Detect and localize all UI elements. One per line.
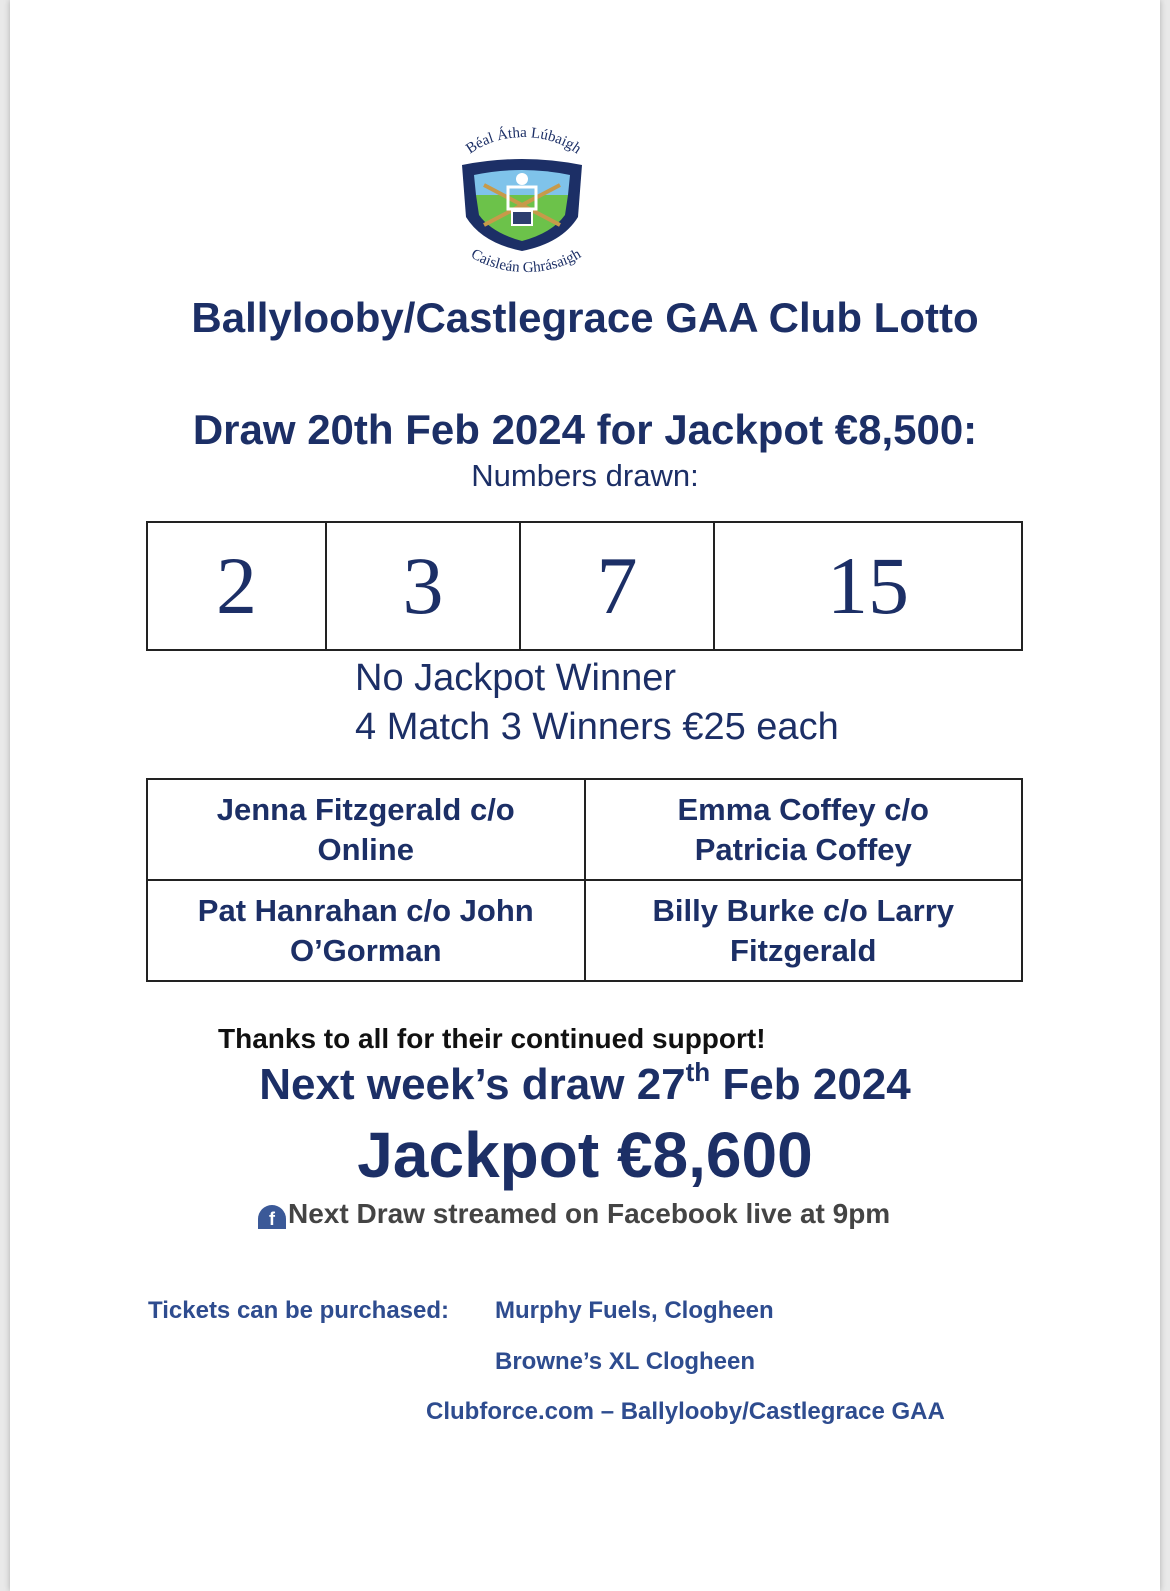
svg-text:Caisleán Ghrásaigh: Caisleán Ghrásaigh [468,246,584,275]
ticket-location: Murphy Fuels, Clogheen [495,1297,774,1324]
ticket-location: Clubforce.com – Ballylooby/Castlegrace GAA [426,1398,945,1425]
match-winners-summary: 4 Match 3 Winners €25 each [355,706,839,748]
page-title: Ballylooby/Castlegrace GAA Club Lotto [191,294,979,341]
drawn-number: 3 [326,522,520,650]
next-draw-prefix: Next week’s draw 27 [259,1060,686,1109]
ticket-location: Browne’s XL Clogheen [495,1348,756,1375]
winner-line: Emma Coffey c/o [677,791,929,827]
winner-line: Patricia Coffey [694,831,912,867]
next-jackpot: Jackpot €8,600 [357,1119,813,1191]
facebook-stream-note [258,1198,890,1230]
winner-cell [585,779,1023,880]
tickets-label: Tickets can be purchased: [148,1297,450,1324]
winners-table [146,778,1023,982]
drawn-number: 15 [714,522,1022,650]
draw-heading: Draw 20th Feb 2024 for Jackpot €8,500: [192,406,978,453]
numbers-drawn-label: Numbers drawn: [471,458,699,493]
winner-cell [585,880,1023,981]
winner-line: Billy Burke c/o Larry [652,892,954,928]
winner-line: Pat Hanrahan c/o John [197,892,534,928]
jackpot-status: No Jackpot Winner [355,657,677,699]
winner-line: Fitzgerald [730,932,877,968]
drawn-number: 7 [520,522,714,650]
next-draw-heading [0,1057,1170,1110]
next-draw-ordinal: th [685,1057,711,1087]
svg-text:Béal Átha Lúbaigh: Béal Átha Lúbaigh [463,125,584,158]
winner-line: Jenna Fitzgerald c/o [216,791,515,827]
club-crest-logo [422,125,622,275]
thanks-message: Thanks to all for their continued support! [218,1023,766,1054]
winner-cell [147,779,585,880]
stream-note-text: Next Draw streamed on Facebook live at 9pm [288,1198,891,1229]
numbers-drawn-table [146,521,1023,651]
next-draw-suffix: Feb 2024 [710,1060,911,1109]
winner-cell [147,880,585,981]
facebook-icon: f [258,1205,286,1229]
winner-line: O’Gorman [289,932,442,968]
drawn-number: 2 [147,522,326,650]
winner-line: Online [317,831,414,867]
